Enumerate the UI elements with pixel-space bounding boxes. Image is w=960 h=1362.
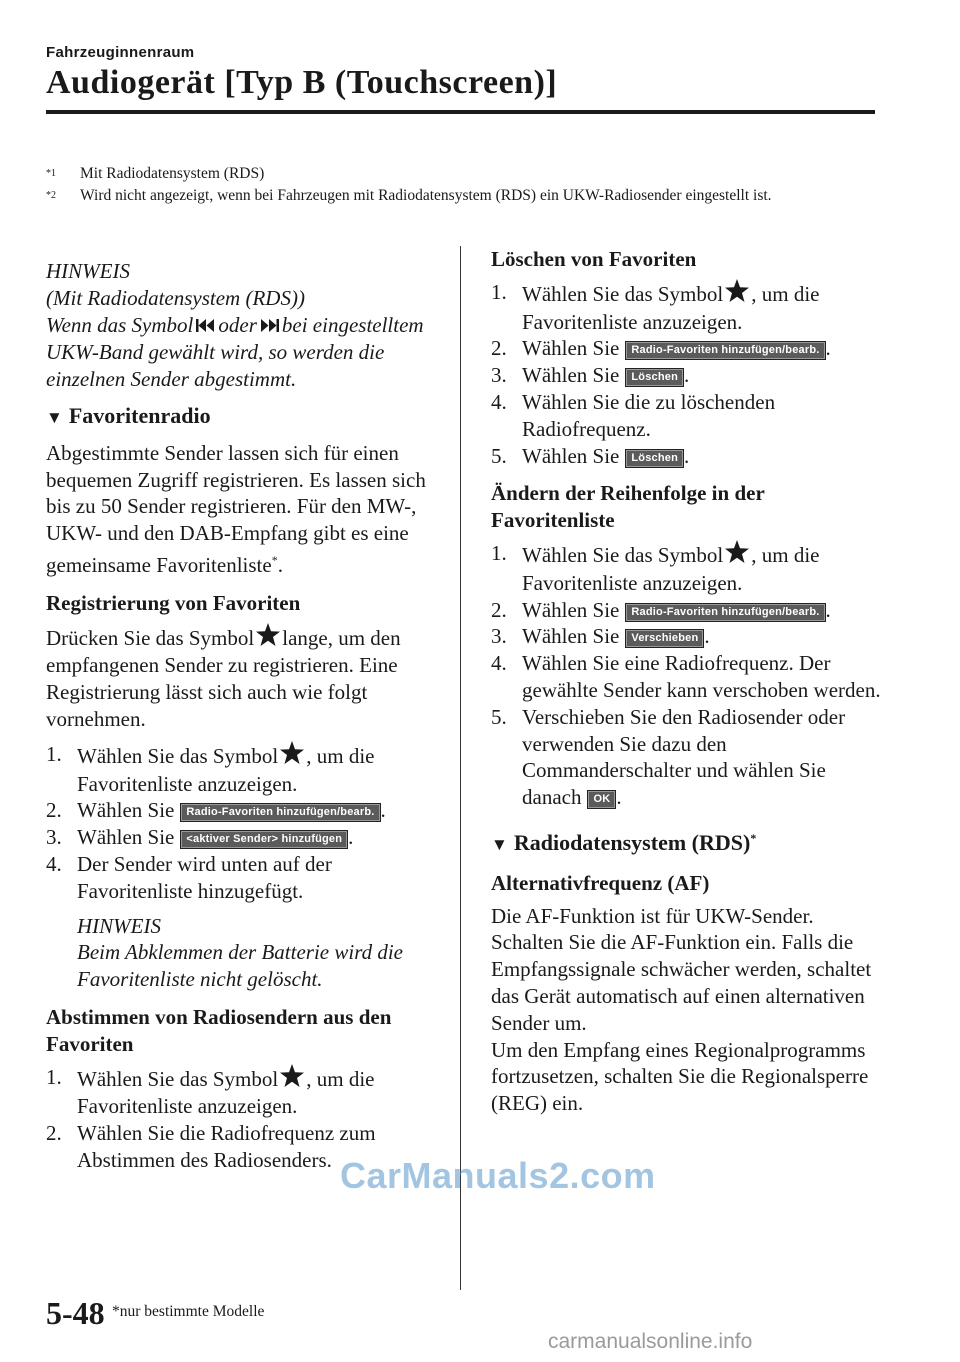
footnote-2 <box>46 185 866 207</box>
note-label: HINWEIS <box>46 259 130 283</box>
triangle-marker-icon: ▼ <box>491 834 508 854</box>
star-icon <box>256 623 280 653</box>
footnote-text: Wird nicht angezeigt, wenn bei Fahrzeugen mit Radiodatensystem (RDS) ein UKW-Radiosender eingestellt ist. <box>80 187 772 204</box>
subheading-registration: Registrierung von Favoriten <box>46 590 301 615</box>
radio-favorites-edit-button: Radio-Favoriten hinzufügen/bearb. <box>180 803 380 822</box>
footnote-mark: *1 <box>46 168 56 179</box>
note-label: HINWEIS <box>77 913 161 938</box>
page-number: 5-48 <box>46 1295 105 1331</box>
seek-forward-icon <box>260 313 279 340</box>
list-item: 1. Wählen Sie das Symbol , um die Favoritenliste anzuzeigen. <box>46 741 375 796</box>
list-item: 3. Wählen Sie <aktiver Sender> hinzufügen . <box>46 825 354 850</box>
footnote-text: Mit Radiodatensystem (RDS) <box>80 165 265 182</box>
star-icon <box>725 540 749 570</box>
note-text: Wenn das Symbol oder bei eingestelltem UKW-Band gewählt wird, so werden die einzelnen Sender abgestimmt. <box>46 312 424 392</box>
section-heading-favoritenradio: ▼ Favoritenradio <box>46 402 211 428</box>
delete-button: Löschen <box>625 368 684 387</box>
add-active-station-button: <aktiver Sender> hinzufügen <box>180 830 348 849</box>
list-item: 4. Wählen Sie eine Radiofrequenz. Der gewählte Sender kann verschoben werden. <box>491 651 881 702</box>
list-item: 1. Wählen Sie das Symbol , um die Favoritenliste anzuzeigen. <box>491 540 820 595</box>
left-column <box>46 258 441 1174</box>
delete-button: Löschen <box>625 449 684 468</box>
page-title: Audiogerät [Typ B (Touchscreen)] <box>46 64 558 101</box>
note-condition: (Mit Radiodatensystem (RDS)) <box>46 285 305 310</box>
star-icon <box>280 741 304 771</box>
list-item: 5. Verschieben Sie den Radiosender oder verwenden Sie dazu den Commanderschalter und wählen Sie danach OK . <box>491 704 846 810</box>
radio-favorites-edit-button: Radio-Favoriten hinzufügen/bearb. <box>625 341 825 360</box>
footnotes <box>46 163 866 207</box>
list-item: 4. Der Sender wird unten auf der Favoritenliste hinzugefügt. <box>46 851 332 903</box>
section-label: Fahrzeuginnenraum <box>46 44 195 61</box>
footnote-mark: *2 <box>46 190 56 201</box>
af-text: Die AF-Funktion ist für UKW-Sender. Schalten Sie die AF-Funktion ein. Falls die Empfangssignale schwächer werden, schaltet das Gerät automatisch auf einen alternativen Sender um. <box>491 903 872 1035</box>
list-item: 1. Wählen Sie das Symbol , um die Favoritenliste anzuzeigen. <box>46 1064 375 1119</box>
star-icon <box>280 1064 304 1094</box>
registration-steps <box>46 741 441 905</box>
footnote-1 <box>46 163 866 185</box>
reg-text: Um den Empfang eines Regionalprogramms fortzusetzen, schalten Sie die Regionalsperre (REG) ein. <box>491 1037 869 1116</box>
list-item: 2. Wählen Sie die Radiofrequenz zum Abstimmen des Radiosenders. <box>46 1121 376 1172</box>
reorder-steps <box>491 540 889 811</box>
subheading-af: Alternativfrequenz (AF) <box>491 870 710 895</box>
footer-note: *nur bestimmte Modelle <box>112 1303 265 1320</box>
subheading-delete: Löschen von Favoriten <box>491 247 697 271</box>
list-item: 2. Wählen Sie Radio-Favoriten hinzufügen/bearb. . <box>491 597 831 622</box>
right-column <box>491 246 889 1117</box>
column-divider <box>460 246 461 1290</box>
seek-back-icon <box>196 313 215 340</box>
list-item: 3. Wählen Sie Löschen . <box>491 363 690 388</box>
star-icon <box>725 279 749 309</box>
move-button: Verschieben <box>625 629 704 648</box>
title-rule <box>46 110 875 114</box>
list-item: 2. Wählen Sie Radio-Favoriten hinzufügen/bearb. . <box>491 336 831 361</box>
list-item: 5. Wählen Sie Löschen . <box>491 443 690 468</box>
favorites-intro: Abgestimmte Sender lassen sich für einen bequemen Zugriff registrieren. Es lassen sich bis zu 50 Sender registrieren. Für den MW-, UKW- und den DAB-Empfang gibt es eine gemeinsame Favoritenliste*. <box>46 440 426 577</box>
list-item: 1. Wählen Sie das Symbol , um die Favoritenliste anzuzeigen. <box>491 279 820 334</box>
note-text: Beim Abklemmen der Batterie wird die Favoritenliste nicht gelöscht. <box>77 940 404 992</box>
triangle-marker-icon: ▼ <box>46 407 63 427</box>
ok-button: OK <box>587 790 616 809</box>
delete-steps <box>491 279 889 470</box>
list-item: 4. Wählen Sie die zu löschenden Radiofrequenz. <box>491 389 776 441</box>
subheading-tuning: Abstimmen von Radiosendern aus den Favoriten <box>46 1004 392 1056</box>
list-item: 2. Wählen Sie Radio-Favoriten hinzufügen/bearb. . <box>46 798 386 823</box>
section-heading-rds: ▼ Radiodatensystem (RDS)* <box>491 829 757 855</box>
note-battery <box>46 913 441 993</box>
subheading-reorder: Ändern der Reihenfolge in der Favoritenliste <box>491 481 765 533</box>
watermark: CarManuals2.com <box>340 1155 656 1196</box>
list-item: 3. Wählen Sie Verschieben . <box>491 624 710 649</box>
radio-favorites-edit-button: Radio-Favoriten hinzufügen/bearb. <box>625 603 825 622</box>
site-watermark: carmanualsonline.info <box>548 1330 753 1353</box>
registration-text: Drücken Sie das Symbol lange, um den empfangenen Sender zu registrieren. Eine Registrierung lässt sich auch wie folgt vornehmen. <box>46 623 441 733</box>
